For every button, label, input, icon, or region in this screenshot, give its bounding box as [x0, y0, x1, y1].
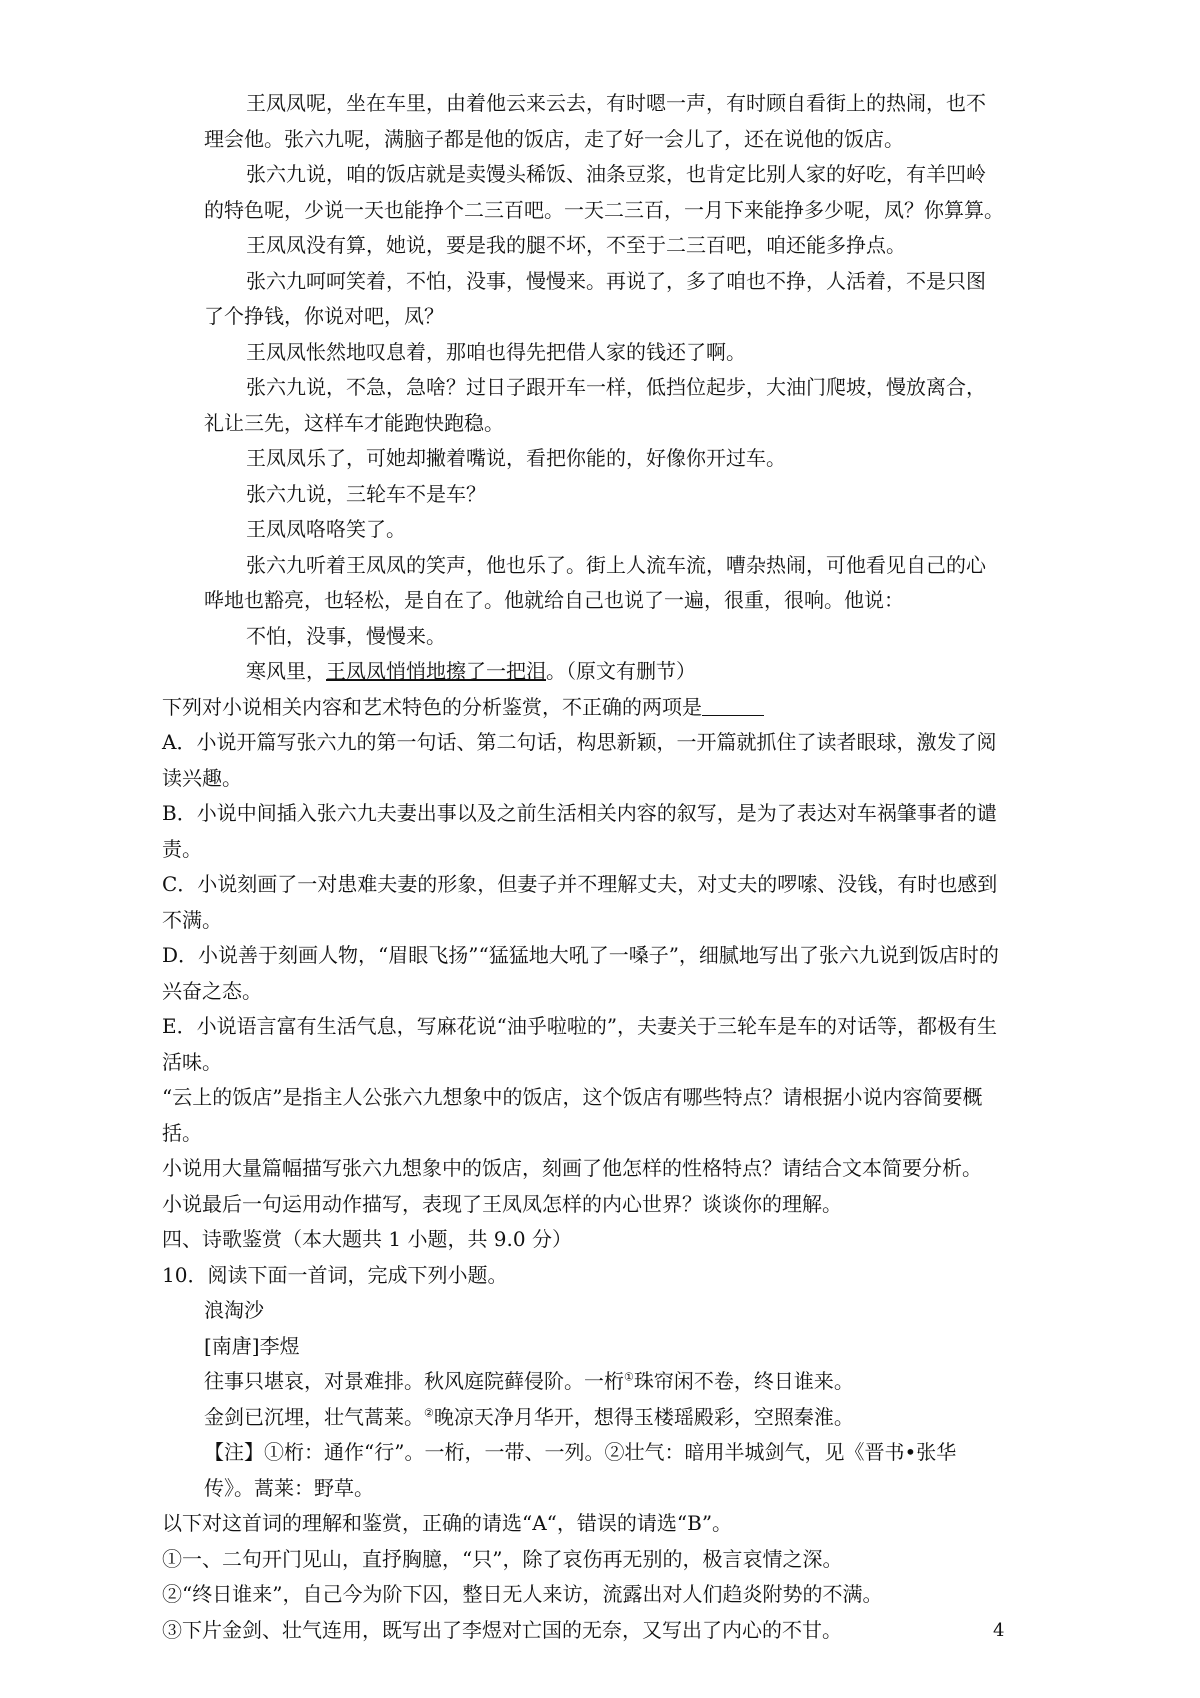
answer-blank — [702, 695, 764, 716]
page-number: 4 — [993, 1620, 1005, 1641]
story-paragraph: 王凤凤怅然地叹息着，那咱也得先把借人家的钱还了啊。 — [246, 339, 746, 364]
story-paragraph: 张六九说，不急，急啥？过日子跟开车一样，低挡位起步，大油门爬坡，慢放离合，礼让三先，这样车才能跑快跑稳。 — [204, 375, 986, 435]
judgement-item: ②“终日谁来”，自己今为阶下囚，整日无人来访，流露出对人们趋炎附势的不满。 — [162, 1582, 883, 1606]
story-paragraph: 王凤凤乐了，可她却撇着嘴说，看把你能的，好像你开过车。 — [246, 446, 786, 470]
story-paragraph: 张六九说，咱的饭店就是卖馒头稀饭、油条豆浆，也肯定比别人家的好吃，有羊凹岭的特色呢，少说一天也能挣个二三百吧。一天二三百，一月下来能挣多少呢，凤？你算算。 — [204, 162, 1004, 222]
poem-line: 金剑已沉埋，壮气蒿莱。②晚凉天净月华开，想得玉楼瑶殿彩，空照秦淮。 — [204, 1404, 854, 1429]
option-e: E．小说语言富有生活气息，写麻花说“油乎啦啦的”，夫妻关于三轮车是车的对话等，都极有生活味。 — [162, 1014, 998, 1074]
poem-title: 浪淘沙 — [204, 1298, 264, 1322]
poem-line: 往事只堪哀，对景难排。秋风庭院藓侵阶。一桁①珠帘闲不卷，终日谁来。 — [204, 1369, 854, 1393]
short-question: 小说用大量篇幅描写张六九想象中的饭店，刻画了他怎样的性格特点？请结合文本简要分析。 — [162, 1156, 982, 1180]
story-paragraph: 不怕，没事，慢慢来。 — [246, 623, 446, 648]
section-heading: 四、诗歌鉴赏（本大题共 1 小题，共 9.0 分） — [162, 1227, 572, 1251]
option-c: C．小说刻画了一对患难夫妻的形象，但妻子并不理解丈夫，对丈夫的啰嗦、没钱，有时也感到不满。 — [162, 872, 998, 932]
poem-author: [南唐]李煜 — [204, 1333, 300, 1358]
page-content — [162, 86, 1004, 1648]
option-b: B．小说中间插入张六九夫妻出事以及之前生活相关内容的叙写，是为了表达对车祸肇事者的谴责。 — [162, 801, 997, 861]
short-question: “云上的饭店”是指主人公张六九想象中的饭店，这个饭店有哪些特点？请根据小说内容简要概括。 — [162, 1085, 983, 1145]
story-paragraph: 张六九说，三轮车不是车？ — [246, 481, 486, 506]
option-d: D．小说善于刻画人物，“眉眼飞扬”“猛猛地大吼了一嗓子”，细腻地写出了张六九说到饭店时的兴奋之态。 — [162, 943, 999, 1003]
question-stem: 下列对小说相关内容和艺术特色的分析鉴赏，不正确的两项是 — [162, 690, 1004, 726]
option-a: A．小说开篇写张六九的第一句话、第二句话，构思新颖，一开篇就抓住了读者眼球，激发了阅读兴趣。 — [162, 730, 997, 790]
story-last-paragraph: 寒风里，王凤凤悄悄地擦了一把泪。（原文有删节） — [246, 659, 696, 683]
underlined-sentence: 王凤凤悄悄地擦了一把泪 — [326, 659, 546, 683]
story-paragraph: 王凤凤咯咯笑了。 — [246, 517, 406, 541]
poem-note: 【注】①桁：通作“行”。一桁，一带、一列。②壮气：暗用半城剑气，见《晋书•张华传》。蒿莱：野草。 — [204, 1440, 957, 1500]
story-paragraph: 王凤凤呢，坐在车里，由着他云来云去，有时嗯一声，有时顾自看街上的热闹，也不理会他。张六九呢，满脑子都是他的饭店，走了好一会儿了，还在说他的饭店。 — [204, 91, 986, 151]
story-paragraph: 王凤凤没有算，她说，要是我的腿不坏，不至于二三百吧，咱还能多挣点。 — [246, 233, 906, 257]
story-paragraph: 张六九呵呵笑着，不怕，没事，慢慢来。再说了，多了咱也不挣，人活着，不是只图了个挣钱，你说对吧，凤？ — [204, 268, 986, 328]
judgement-item: ①一、二句开门见山，直抒胸臆，“只”，除了哀伤再无别的，极言哀情之深。 — [162, 1546, 843, 1571]
instruction: 以下对这首词的理解和鉴赏，正确的请选“A“，错误的请选“B”。 — [162, 1511, 733, 1535]
question-10: 10．阅读下面一首词，完成下列小题。 — [162, 1262, 508, 1287]
story-paragraph: 张六九听着王凤凤的笑声，他也乐了。街上人流车流，嘈杂热闹，可他看见自己的心哗地也豁亮，也轻松，是自在了。他就给自己也说了一遍，很重，很响。他说： — [204, 552, 986, 612]
judgement-item: ③下片金剑、壮气连用，既写出了李煜对亡国的无奈，又写出了内心的不甘。 — [162, 1617, 842, 1642]
short-question: 小说最后一句运用动作描写，表现了王凤凤怎样的内心世界？谈谈你的理解。 — [162, 1191, 842, 1216]
